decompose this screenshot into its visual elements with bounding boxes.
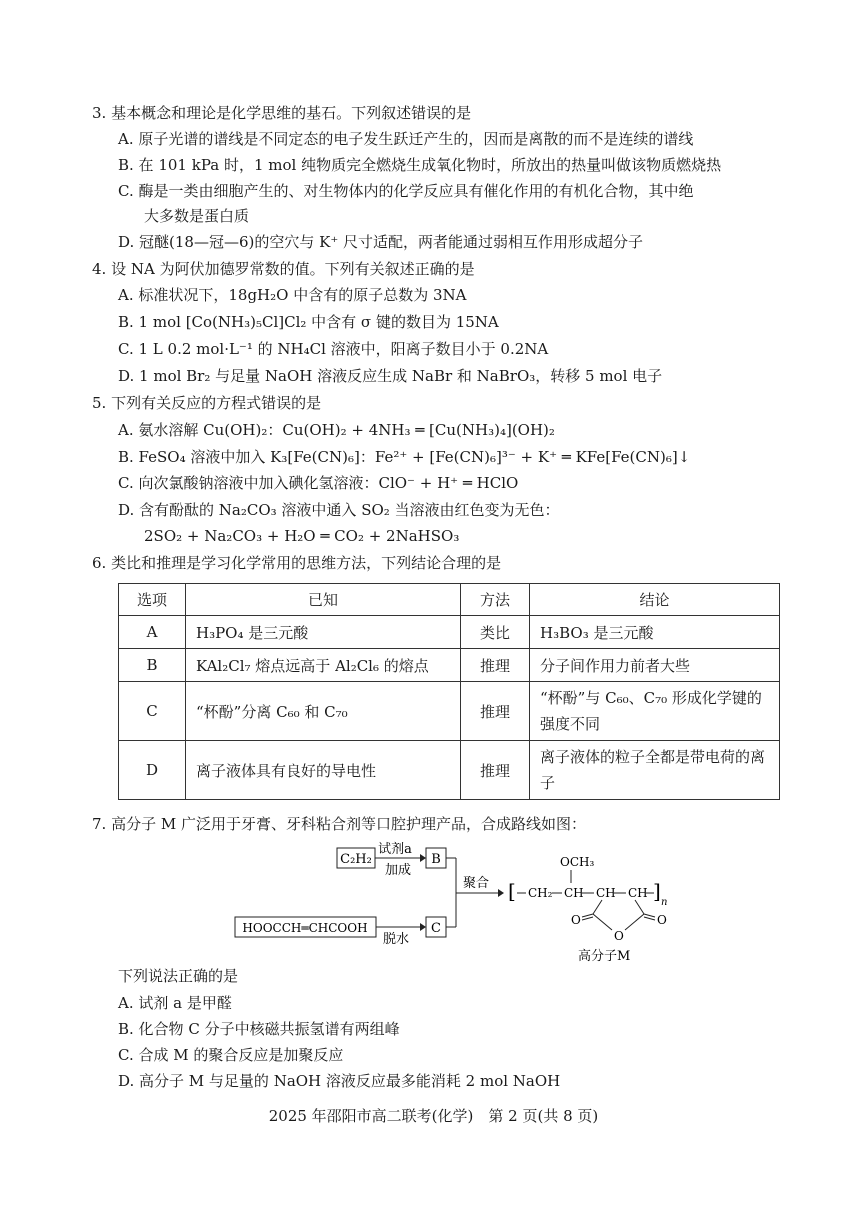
q7-stem: 7. 高分子 M 广泛用于牙膏、牙科粘合剂等口腔护理产品，合成路线如图： <box>92 815 586 833</box>
table-cell: C <box>119 682 186 741</box>
ring-ch-1: CH <box>596 886 616 900</box>
ring-ch-2: CH <box>628 886 648 900</box>
polymer-bracket-left: [ <box>508 879 516 903</box>
table-cell: H₃BO₃ 是三元酸 <box>530 616 780 649</box>
q4-option-a: A. 标准状况下，18gH₂O 中含有的原子总数为 3NA <box>118 286 467 304</box>
synthesis-route-diagram <box>220 838 680 968</box>
ch-group: CH <box>564 886 584 900</box>
table-cell-text: “杯酚”与 C₆₀、C₇₀ 形成化学键的强度不同 <box>540 689 762 733</box>
q3-option-b: B. 在 101 kPa 时，1 mol 纯物质完全燃烧生成氧化物时，所放出的热量叫做该物质燃烧热 <box>118 156 722 174</box>
q3-option-c-cont: 大多数是蛋白质 <box>144 207 250 225</box>
table-cell: KAl₂Cl₇ 熔点远高于 Al₂Cl₆ 的熔点 <box>186 649 461 682</box>
table-row <box>119 649 780 682</box>
arrowhead-1 <box>420 854 426 862</box>
arrowhead-2 <box>420 923 426 931</box>
product-b: B <box>431 852 441 867</box>
q4-option-b: B. 1 mol [Co(NH₃)₅Cl]Cl₂ 中含有 σ 键的数目为 15NA <box>118 313 499 331</box>
table-cell: A <box>119 616 186 649</box>
table-cell: D <box>119 741 186 800</box>
q5-option-c: C. 向次氯酸钠溶液中加入碘化氢溶液：ClO⁻ + H⁺ ═ HClO <box>118 474 519 492</box>
q5-stem: 5. 下列有关反应的方程式错误的是 <box>92 394 322 412</box>
q7-option-b: B. 化合物 C 分子中核磁共振氢谱有两组峰 <box>118 1020 400 1038</box>
q5-option-d: D. 含有酚酞的 Na₂CO₃ 溶液中通入 SO₂ 当溶液由红色变为无色： <box>118 501 560 519</box>
ring-bond <box>593 900 602 914</box>
q6-stem: 6. 类比和推理是学习化学常用的思维方法，下列结论合理的是 <box>92 554 502 572</box>
table-cell-text: 离子液体的粒子全都是带电荷的离子 <box>540 748 766 792</box>
q4-stem: 4. 设 NA 为阿伏加德罗常数的值。下列有关叙述正确的是 <box>92 260 475 278</box>
polymer-m-caption: 高分子M <box>578 949 631 964</box>
table-cell: 推理 <box>461 741 530 800</box>
carbonyl-o-left: O <box>571 913 581 927</box>
polymer-bracket-right: ] <box>653 879 661 903</box>
q7-lead: 下列说法正确的是 <box>118 967 239 985</box>
carbonyl-bond <box>582 914 593 917</box>
q3-stem: 3. 基本概念和理论是化学思维的基石。下列叙述错误的是 <box>92 104 472 122</box>
product-c: C <box>431 921 441 936</box>
arrowhead-polymerize <box>498 889 504 897</box>
table-row <box>119 741 780 800</box>
methoxy-group: OCH₃ <box>560 855 595 869</box>
carbonyl-bond <box>644 914 655 917</box>
table-header: 已知 <box>186 584 461 616</box>
q7-option-c: C. 合成 M 的聚合反应是加聚反应 <box>118 1046 344 1064</box>
q5-option-a: A. 氨水溶解 Cu(OH)₂：Cu(OH)₂ + 4NH₃ ═ [Cu(NH₃)₄](OH)₂ <box>118 421 555 439</box>
table-cell: 离子液体具有良好的导电性 <box>186 741 461 800</box>
polymer-n: n <box>661 897 668 908</box>
q5-option-b: B. FeSO₄ 溶液中加入 K₃[Fe(CN)₆]：Fe²⁺ + [Fe(CN)₆]³⁻ + K⁺ ═ KFe[Fe(CN)₆]↓ <box>118 448 691 466</box>
table-cell: B <box>119 649 186 682</box>
reagent-label: 试剂a <box>378 842 412 857</box>
dehydration-label: 脱水 <box>382 932 410 947</box>
q6-table <box>118 583 780 800</box>
table-cell: 类比 <box>461 616 530 649</box>
ring-bond <box>625 914 644 930</box>
polymerize-label: 聚合 <box>462 876 490 891</box>
table-cell: H₃PO₄ 是三元酸 <box>186 616 461 649</box>
table-header: 结论 <box>530 584 780 616</box>
table-cell: 分子间作用力前者大些 <box>530 649 780 682</box>
table-cell <box>530 741 780 800</box>
table-row <box>119 616 780 649</box>
addition-label: 加成 <box>384 863 412 878</box>
q4-option-d: D. 1 mol Br₂ 与足量 NaOH 溶液反应生成 NaBr 和 NaBrO₃，转移 5 mol 电子 <box>118 367 663 385</box>
ring-oxygen: O <box>614 929 624 943</box>
q3-option-c: C. 酶是一类由细胞产生的、对生物体内的化学反应具有催化作用的有机化合物，其中绝 <box>118 182 694 200</box>
ring-bond <box>593 914 612 930</box>
carbonyl-bond <box>644 917 655 920</box>
ring-bond <box>635 900 644 914</box>
carbonyl-o-right: O <box>657 913 667 927</box>
table-header: 方法 <box>461 584 530 616</box>
table-header: 选项 <box>119 584 186 616</box>
ch2-group: CH₂ <box>528 886 553 900</box>
carbonyl-bond <box>582 917 593 920</box>
q7-option-a: A. 试剂 a 是甲醛 <box>118 994 232 1012</box>
page-footer: 2025 年邵阳市高二联考(化学) 第 2 页(共 8 页) <box>268 1107 599 1125</box>
table-cell: “杯酚”分离 C₆₀ 和 C₇₀ <box>186 682 461 741</box>
q5-option-d-equation: 2SO₂ + Na₂CO₃ + H₂O ═ CO₂ + 2NaHSO₃ <box>144 527 460 545</box>
reactant-c2h2: C₂H₂ <box>340 852 372 867</box>
q3-option-a: A. 原子光谱的谱线是不同定态的电子发生跃迁产生的，因而是离散的而不是连续的谱线 <box>118 130 694 148</box>
table-row <box>119 682 780 741</box>
table-cell: 推理 <box>461 682 530 741</box>
reactant-maleic-acid: HOOCCH═CHCOOH <box>242 921 368 935</box>
q4-option-c: C. 1 L 0.2 mol·L⁻¹ 的 NH₄Cl 溶液中，阳离子数目小于 0.2NA <box>118 340 549 358</box>
q7-option-d: D. 高分子 M 与足量的 NaOH 溶液反应最多能消耗 2 mol NaOH <box>118 1072 561 1090</box>
table-cell <box>530 682 780 741</box>
table-cell: 推理 <box>461 649 530 682</box>
q3-option-d: D. 冠醚(18—冠—6)的空穴与 K⁺ 尺寸适配，两者能通过弱相互作用形成超分子 <box>118 233 644 251</box>
